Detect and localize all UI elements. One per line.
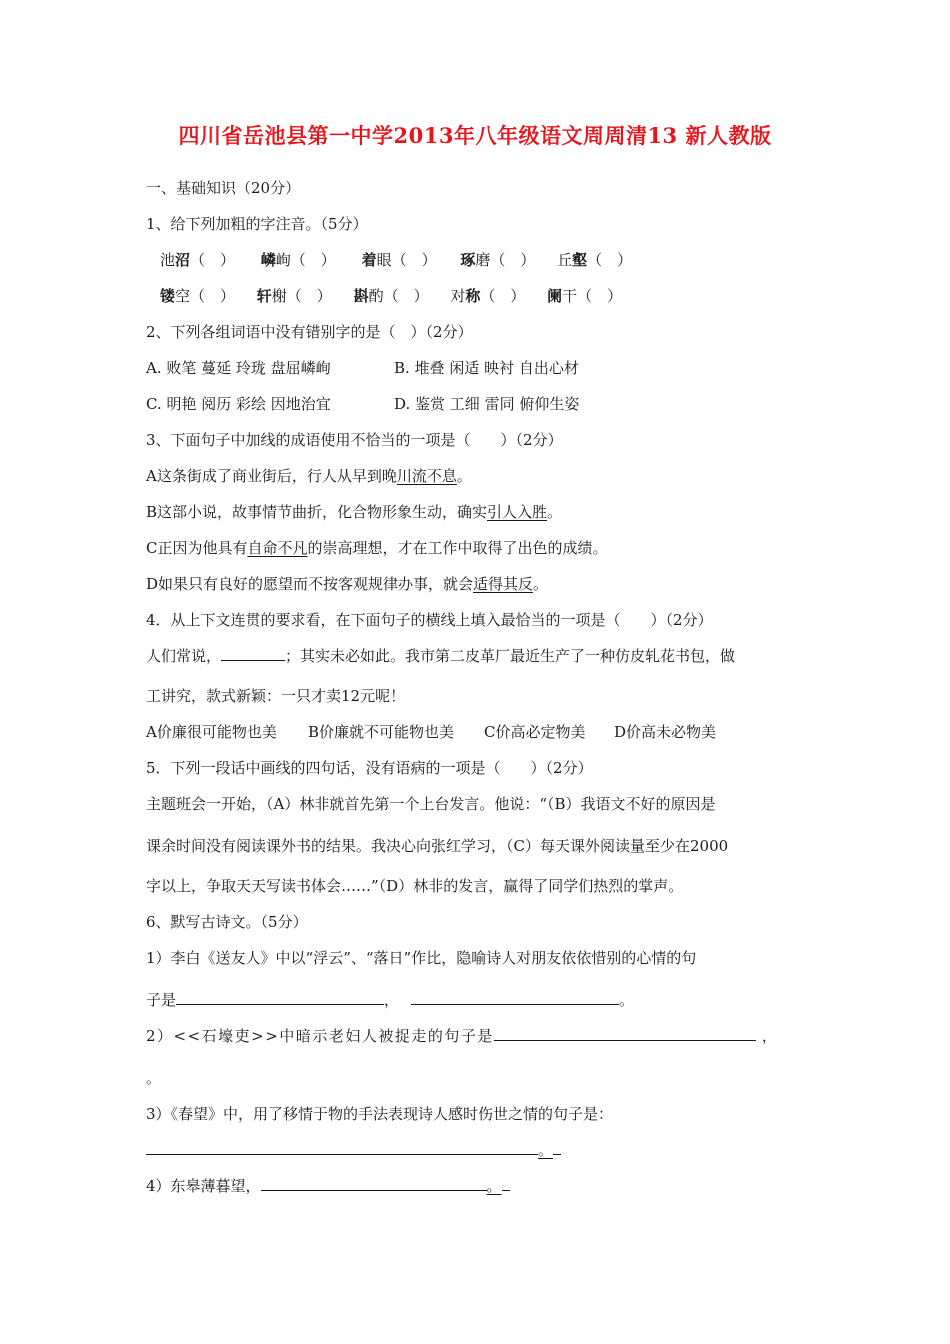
answer-blank[interactable] (494, 1026, 756, 1041)
question-5-passage-line-1: 主题班会一开始，（A）林非就首先第一个上台发言。他说：“（B）我语文不好的原因是 (146, 795, 716, 813)
option-d: D. 鉴赏 工细 雷同 俯仰生姿 (394, 395, 580, 413)
question-1-row-1 (160, 250, 632, 270)
pinyin-item: 阑干（ ） (547, 287, 623, 305)
question-3-stem: 3、下面句子中加线的成语使用不恰当的一项是（ ）（2分） (146, 431, 563, 449)
question-2-options-ab (146, 358, 579, 378)
answer-blank[interactable] (261, 1176, 487, 1191)
question-6-item-1-answer: 子是 ， 。 (146, 991, 635, 1009)
pinyin-item: 对称（ ） (450, 287, 526, 305)
question-1-stem: 1、给下列加粗的字注音。（5分） (146, 215, 368, 233)
option-c: C. 明艳 阅历 彩绘 因地治宜 (146, 395, 331, 413)
question-4-passage-line-2: 工讲究，款式新颖：一只才卖12元呢！ (146, 687, 406, 705)
answer-blank[interactable] (146, 1140, 538, 1155)
pinyin-item: 镂空（ ） (160, 287, 236, 305)
pinyin-item: 轩榭（ ） (256, 287, 332, 305)
pinyin-item: 嶙峋（ ） (260, 251, 336, 269)
question-4-options (146, 722, 716, 742)
question-6-item-4: 4）东皋薄暮望， 。 (146, 1176, 510, 1196)
question-6-item-3: 3）《春望》中，用了移情于物的手法表现诗人感时伤世之情的句子是： (146, 1105, 614, 1123)
question-6-item-2-tail: 。 (146, 1069, 162, 1087)
pinyin-item: 丘壑（ ） (557, 251, 633, 269)
option-a: A价廉很可能物也美 (146, 723, 277, 741)
option-d: D价高未必物美 (614, 723, 717, 741)
question-5-passage-line-2: 课余时间没有阅读课外书的结果。我决心向张红学习，（C）每天课外阅读量至少在2000 (146, 837, 729, 855)
pinyin-item: 琢磨（ ） (460, 251, 536, 269)
question-3-option-a: A这条街成了商业街后，行人从早到晚川流不息。 (146, 467, 472, 485)
question-2-options-cd (146, 394, 579, 414)
question-4-stem: 4．从上下文连贯的要求看，在下面句子的横线上填入最恰当的一项是（ ）（2分） (146, 611, 713, 629)
pinyin-item: 着眼（ ） (361, 251, 437, 269)
question-6-item-3-answer: 。 (146, 1140, 561, 1160)
pinyin-item: 池沼（ ） (160, 251, 236, 269)
question-3-option-d: D如果只有良好的愿望而不按客观规律办事，就会适得其反。 (146, 575, 549, 593)
question-6-item-2: 2）<<石壕吏>>中暗示老妇人被捉走的句子是 ， (146, 1027, 779, 1045)
document-title: 四川省岳池县第一中学2013年八年级语文周周清13 新人教版 (178, 123, 772, 148)
answer-blank[interactable] (411, 990, 619, 1005)
question-3-option-c: C正因为他具有自命不凡的崇高理想，才在工作中取得了出色的成绩。 (146, 539, 608, 557)
question-6-stem: 6、默写古诗文。（5分） (146, 913, 308, 931)
answer-blank[interactable] (176, 990, 384, 1005)
question-6-item-1: 1）李白《送友人》中以“浮云”、“落日”作比，隐喻诗人对朋友依依惜别的心情的句 (146, 949, 697, 967)
option-a: A. 败笔 蔓延 玲珑 盘屈嶙峋 (146, 359, 331, 377)
answer-blank[interactable] (221, 646, 285, 661)
option-c: C价高必定物美 (484, 723, 586, 741)
option-b: B价廉就不可能物也美 (308, 723, 455, 741)
question-5-stem: 5．下列一段话中画线的四句话，没有语病的一项是（ ）（2分） (146, 759, 593, 777)
question-1-row-2 (160, 286, 622, 306)
section-heading: 一、基础知识（20分） (146, 179, 301, 197)
question-2-stem: 2、下列各组词语中没有错别字的是（ ）（2分） (146, 323, 473, 341)
question-4-passage-line-1: 人们常说， ；其实未必如此。我市第二皮革厂最近生产了一种仿皮轧花书包，做 (146, 647, 736, 665)
pinyin-item: 斟酌（ ） (353, 287, 429, 305)
question-5-passage-line-3: 字以上，争取天天写读书体会……”（D）林非的发言，赢得了同学们热烈的掌声。 (146, 877, 684, 895)
option-b: B. 堆叠 闲适 映衬 自出心材 (394, 359, 579, 377)
question-3-option-b: B这部小说，故事情节曲折，化合物形象生动，确实引人入胜。 (146, 503, 563, 521)
